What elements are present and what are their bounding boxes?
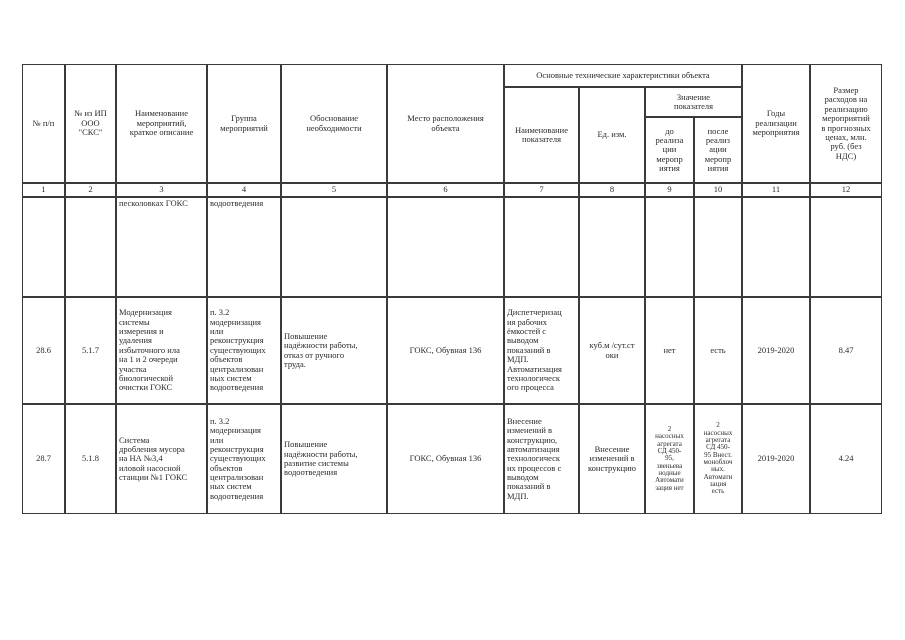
row1-unit: куб.м /сут.ст оки bbox=[579, 297, 645, 404]
header-after: после реализ ации меропр иятия bbox=[694, 117, 742, 183]
row1-group: п. 3.2 модернизация или реконструкция существующих объектов централизован ных систем водоотведения bbox=[207, 297, 281, 404]
row1-justification: Повышение надёжности работы, отказ от ручного труда. bbox=[281, 297, 387, 404]
row2-indicator: Внесение изменений в конструкцию, автоматизация технологическ их процессов с выводом показаний в МДП. bbox=[504, 404, 579, 514]
header-name: Наименование мероприятий, краткое описание bbox=[116, 64, 207, 183]
row1-location: ГОКС, Обувная 136 bbox=[387, 297, 504, 404]
row0-after bbox=[694, 197, 742, 297]
header-before: до реализа ции меропр иятия bbox=[645, 117, 694, 183]
row0-ip bbox=[65, 197, 116, 297]
header-group: Группа мероприятий bbox=[207, 64, 281, 183]
row0-cost bbox=[810, 197, 882, 297]
row0-name: песколовках ГОКС bbox=[116, 197, 207, 297]
row2-after: 2 насосных агрегата СД 450- 95 Внест. моноблоч ных. Автомати зация есть bbox=[694, 404, 742, 514]
header-indicator-name: Наименование показателя bbox=[504, 87, 579, 183]
row2-years: 2019-2020 bbox=[742, 404, 810, 514]
header-location: Место расположения объекта bbox=[387, 64, 504, 183]
header-num: № п/п bbox=[22, 64, 65, 183]
row1-ip: 5.1.7 bbox=[65, 297, 116, 404]
row2-before: 2 насосных агрегата СД 450- 95, звеньева нодные Автомати зация нет bbox=[645, 404, 694, 514]
colnum-11: 11 bbox=[742, 183, 810, 197]
colnum-1: 1 bbox=[22, 183, 65, 197]
colnum-9: 9 bbox=[645, 183, 694, 197]
row0-years bbox=[742, 197, 810, 297]
row0-location bbox=[387, 197, 504, 297]
row2-unit: Внесение изменений в конструкцию bbox=[579, 404, 645, 514]
row0-before bbox=[645, 197, 694, 297]
row2-cost: 4.24 bbox=[810, 404, 882, 514]
row1-name: Модернизация системы измерения и удаления избыточного ила на 1 и 2 очереди участка биологической очистки ГОКС bbox=[116, 297, 207, 404]
measures-table bbox=[22, 64, 882, 514]
row2-group: п. 3.2 модернизация или реконструкция существующих объектов централизован ных систем водоотведения bbox=[207, 404, 281, 514]
row2-location: ГОКС, Обувная 136 bbox=[387, 404, 504, 514]
colnum-3: 3 bbox=[116, 183, 207, 197]
colnum-7: 7 bbox=[504, 183, 579, 197]
colnum-12: 12 bbox=[810, 183, 882, 197]
header-cost: Размер расходов на реализацию мероприятий в прогнозных ценах, млн. руб. (без НДС) bbox=[810, 64, 882, 183]
colnum-10: 10 bbox=[694, 183, 742, 197]
row1-indicator: Диспетчеризац ия рабочих ёмкостей с выводом показаний в МДП. Автоматизация технологическ ого процесса bbox=[504, 297, 579, 404]
row0-group: водоотведения bbox=[207, 197, 281, 297]
row2-ip: 5.1.8 bbox=[65, 404, 116, 514]
header-unit: Ед. изм. bbox=[579, 87, 645, 183]
row0-unit bbox=[579, 197, 645, 297]
header-tech-chars: Основные технические характеристики объекта bbox=[504, 64, 742, 87]
row1-num: 28.6 bbox=[22, 297, 65, 404]
row1-cost: 8.47 bbox=[810, 297, 882, 404]
header-ip-num: № из ИП ООО "СКС" bbox=[65, 64, 116, 183]
row0-num bbox=[22, 197, 65, 297]
header-years: Годы реализации мероприятия bbox=[742, 64, 810, 183]
colnum-8: 8 bbox=[579, 183, 645, 197]
row0-justification bbox=[281, 197, 387, 297]
colnum-5: 5 bbox=[281, 183, 387, 197]
header-justification: Обоснование необходимости bbox=[281, 64, 387, 183]
row2-num: 28.7 bbox=[22, 404, 65, 514]
row2-name: Система дробления мусора на НА №3,4 иловой насосной станции №1 ГОКС bbox=[116, 404, 207, 514]
header-value: Значение показателя bbox=[645, 87, 742, 117]
row1-after: есть bbox=[694, 297, 742, 404]
row2-justification: Повышение надёжности работы, развитие системы водоотведения bbox=[281, 404, 387, 514]
row1-before: нет bbox=[645, 297, 694, 404]
colnum-2: 2 bbox=[65, 183, 116, 197]
row1-years: 2019-2020 bbox=[742, 297, 810, 404]
row0-indicator bbox=[504, 197, 579, 297]
colnum-6: 6 bbox=[387, 183, 504, 197]
colnum-4: 4 bbox=[207, 183, 281, 197]
